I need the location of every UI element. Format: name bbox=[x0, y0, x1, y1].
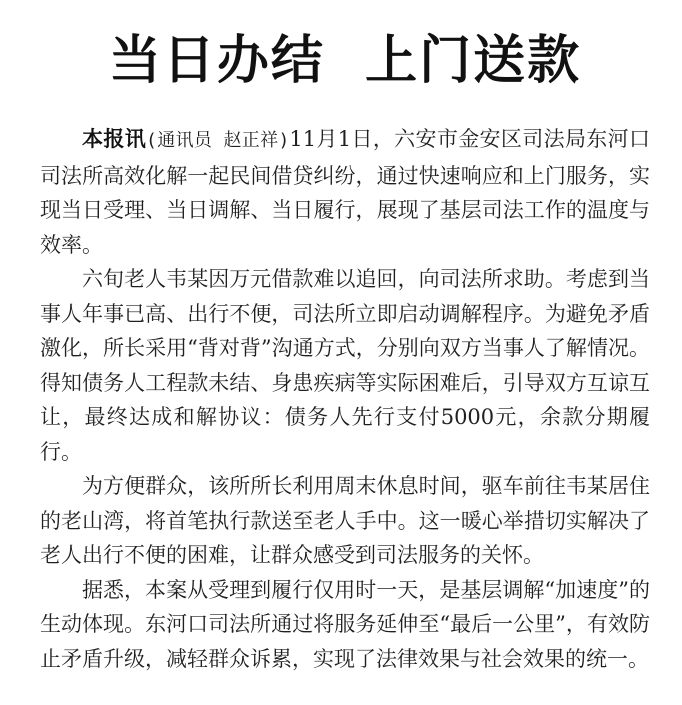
lead-paragraph bbox=[40, 122, 650, 262]
byline: (通讯员 赵正祥) bbox=[146, 130, 290, 151]
body-paragraph: 据悉，本案从受理到履行仅用时一天，是基层调解“加速度”的生动体现。东河口司法所通过将服务延伸至“最后一公里”，有效防止矛盾升级，减轻群众诉累，实现了法律效果与社会效果的统一。 bbox=[40, 577, 650, 671]
news-article bbox=[40, 26, 650, 676]
body-paragraph: 为方便群众，该所所长利用周末休息时间，驱车前往韦某居住的老山湾，将首笔执行款送至老人手中。这一暖心举措切实解决了老人出行不便的困难，让群众感受到司法服务的关怀。 bbox=[40, 474, 650, 567]
lead-tag: 本报讯 bbox=[82, 127, 147, 151]
headline: 当日办结 上门送款 bbox=[108, 31, 582, 91]
lead-text: 11月1日，六安市金安区司法局东河口司法所高效化解一起民间借贷纠纷，通过快速响应和上门服务，实现当日受理、当日调解、当日履行，展现了基层司法工作的温度与效率。 bbox=[40, 127, 650, 257]
body-paragraph: 六旬老人韦某因万元借款难以追回，向司法所求助。考虑到当事人年事已高、出行不便，司法所立即启动调解程序。为避免矛盾激化，所长采用“背对背”沟通方式，分别向双方当事人了解情况。得知债务人工程款未结、身患疾病等实际困难后，引导双方互谅互让，最终达成和解协议：债务人先行支付5000元，余款分期履行。 bbox=[40, 267, 650, 464]
